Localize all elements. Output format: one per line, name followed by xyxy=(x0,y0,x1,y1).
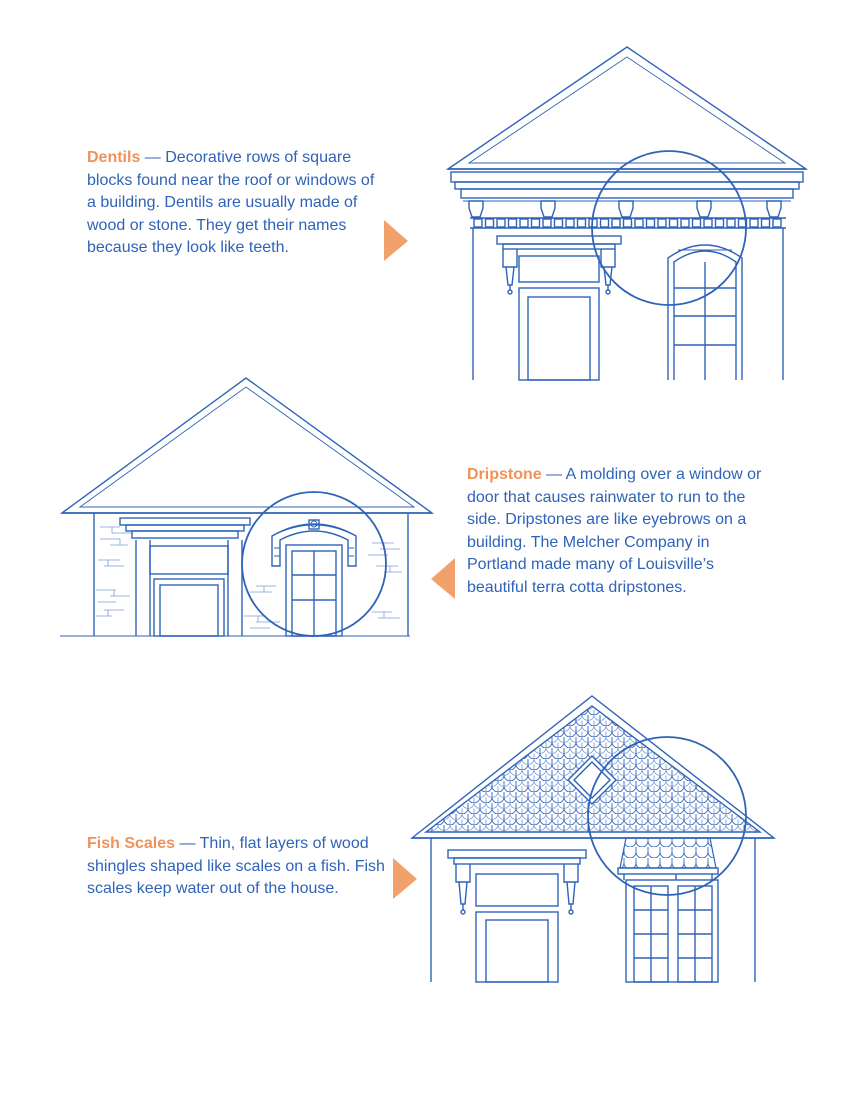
dentil-block xyxy=(647,219,655,227)
dentil-block xyxy=(762,219,770,227)
dentil-block xyxy=(716,219,724,227)
dentil-block xyxy=(612,219,620,227)
fish-scales-house-illustration xyxy=(408,692,780,982)
dentil-block xyxy=(727,219,735,227)
dentil-block xyxy=(520,219,528,227)
fish-scales-description xyxy=(87,833,397,901)
dentil-block xyxy=(773,219,781,227)
dentils-term: Dentils xyxy=(87,149,141,166)
dentil-block xyxy=(658,219,666,227)
dripstone-house-illustration xyxy=(60,374,440,638)
cornice-bracket xyxy=(541,201,555,217)
dentil-block xyxy=(532,219,540,227)
dentil-block xyxy=(681,219,689,227)
cornice-bracket xyxy=(697,201,711,217)
dentils-house-illustration xyxy=(445,40,815,380)
dentil-block xyxy=(543,219,551,227)
cornice-bracket xyxy=(469,201,483,217)
dripstone-description xyxy=(467,464,767,599)
dentil-block xyxy=(704,219,712,227)
dentil-block xyxy=(578,219,586,227)
dentil-block xyxy=(497,219,505,227)
dentil-block xyxy=(601,219,609,227)
cornice-bracket xyxy=(619,201,633,217)
dentil-block xyxy=(750,219,758,227)
dentil-block xyxy=(566,219,574,227)
dentil-block xyxy=(693,219,701,227)
dentils-pointer-arrow xyxy=(384,220,410,262)
fish-scales-term: Fish Scales xyxy=(87,835,176,852)
dentil-block xyxy=(555,219,563,227)
dentil-block xyxy=(486,219,494,227)
dentils-description xyxy=(87,147,387,260)
cornice-bracket xyxy=(767,201,781,217)
dentil-block xyxy=(474,219,482,227)
fish-scales-definition: — Thin, flat layers of wood shingles shaped like scales on a fish. Fish scales keep water out of the house. xyxy=(87,835,385,897)
dentil-block xyxy=(635,219,643,227)
dripstone-term: Dripstone xyxy=(467,466,542,483)
dentil-block xyxy=(509,219,517,227)
dentil-block xyxy=(670,219,678,227)
dentils-definition: — Decorative rows of square blocks found near the roof or windows of a building. Dentils are usually made of wood or stone. They get their names because they look like teeth. xyxy=(87,149,375,256)
dentil-block xyxy=(624,219,632,227)
dripstone-definition: — A molding over a window or door that causes rainwater to run to the side. Dripstones are like eyebrows on a building. The Melcher Company in Portland made many of Louisville’s beautiful terra cotta dripstones. xyxy=(467,466,762,596)
